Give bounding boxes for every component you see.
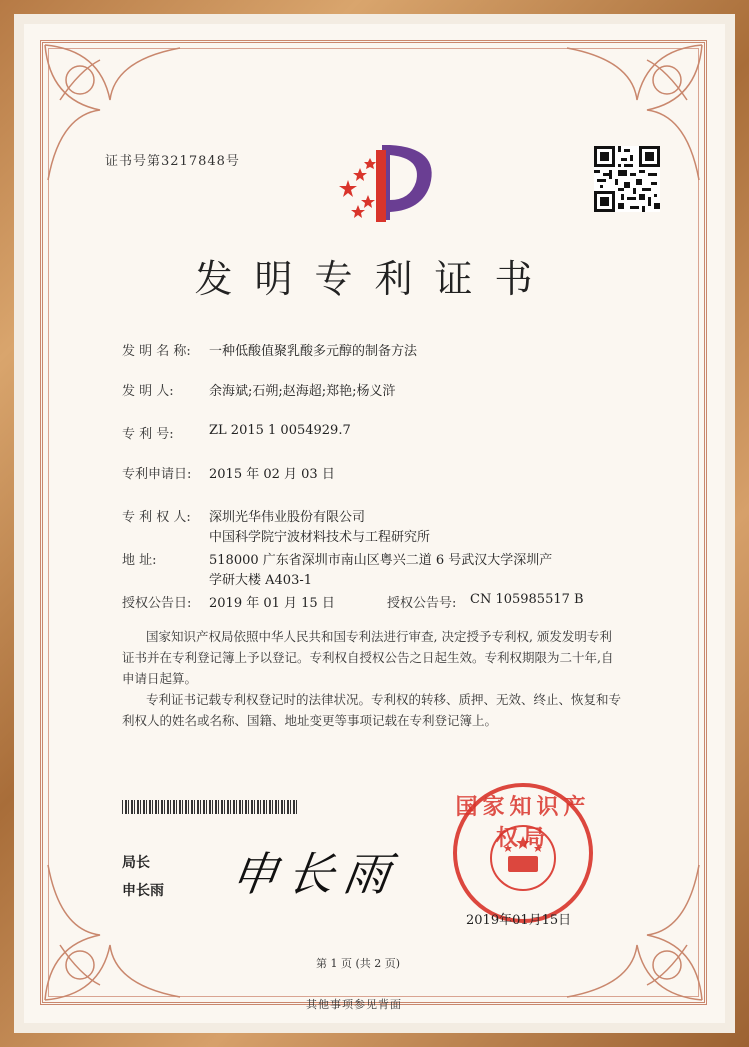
paragraph-1-line-2: 证书并在专利登记簿上予以登记。专利权自授权公告之日起生效。专利权期限为二十年,自 xyxy=(122,650,614,665)
director-name: 申长雨 xyxy=(122,883,164,899)
paragraph-1-line-3: 申请日起算。 xyxy=(122,671,198,686)
grant-date: 2019 年 01 月 15 日 xyxy=(209,596,335,611)
filing-date: 2015 年 02 月 03 日 xyxy=(209,467,335,482)
grant-date-label: 授权公告日: xyxy=(122,596,192,611)
certificate-number: 证书号第3217848号 xyxy=(105,154,240,169)
paragraph-1-line-1: 国家知识产权局依照中华人民共和国专利法进行审查, 决定授予专利权, 颁发发明专利 xyxy=(146,629,612,644)
patentee-2: 中国科学院宁波材料技术与工程研究所 xyxy=(209,530,431,545)
seal-text: 国家知识产权局 xyxy=(455,794,591,851)
patentee-1: 深圳光华伟业股份有限公司 xyxy=(209,510,366,525)
director-title: 局长 xyxy=(122,855,150,871)
invention-name: 一种低酸值聚乳酸多元醇的制备方法 xyxy=(209,344,418,359)
corner-ornament-icon xyxy=(40,855,190,1005)
back-note: 其他事项参见背面 xyxy=(306,998,402,1011)
paragraph-2-line-1: 专利证书记载专利权登记时的法律状况。专利权的转移、质押、无效、终止、恢复和专 xyxy=(146,692,622,707)
patentee-label: 专 利 权 人: xyxy=(122,510,191,525)
address-line-1: 518000 广东省深圳市南山区粤兴二道 6 号武汉大学深圳产 xyxy=(209,553,553,568)
barcode xyxy=(122,800,298,814)
seal-date: 2019年01月15日 xyxy=(466,913,572,928)
address-label: 地 址: xyxy=(122,553,157,568)
inventor: 余海斌;石朔;赵海超;郑艳;杨义浒 xyxy=(209,384,396,399)
grant-number: CN 105985517 B xyxy=(470,592,584,607)
paragraph-2-line-2: 利权人的姓名或名称、国籍、地址变更等事项记载在专利登记簿上。 xyxy=(122,713,498,728)
invention-name-label: 发 明 名 称: xyxy=(122,344,191,359)
certificate-title: 发明专利证书 xyxy=(194,257,555,301)
grant-number-label: 授权公告号: xyxy=(387,596,457,611)
patent-number: ZL 2015 1 0054929.7 xyxy=(209,423,351,438)
patent-number-label: 专 利 号: xyxy=(122,427,174,442)
page-indicator: 第 1 页 (共 2 页) xyxy=(316,957,401,970)
patent-logo-icon xyxy=(330,140,440,225)
handwritten-signature: 申长雨 xyxy=(227,847,404,901)
inventor-label: 发 明 人: xyxy=(122,384,174,399)
qr-code-icon xyxy=(594,146,660,212)
filing-date-label: 专利申请日: xyxy=(122,467,192,482)
address-line-2: 学研大楼 A403-1 xyxy=(209,573,312,588)
